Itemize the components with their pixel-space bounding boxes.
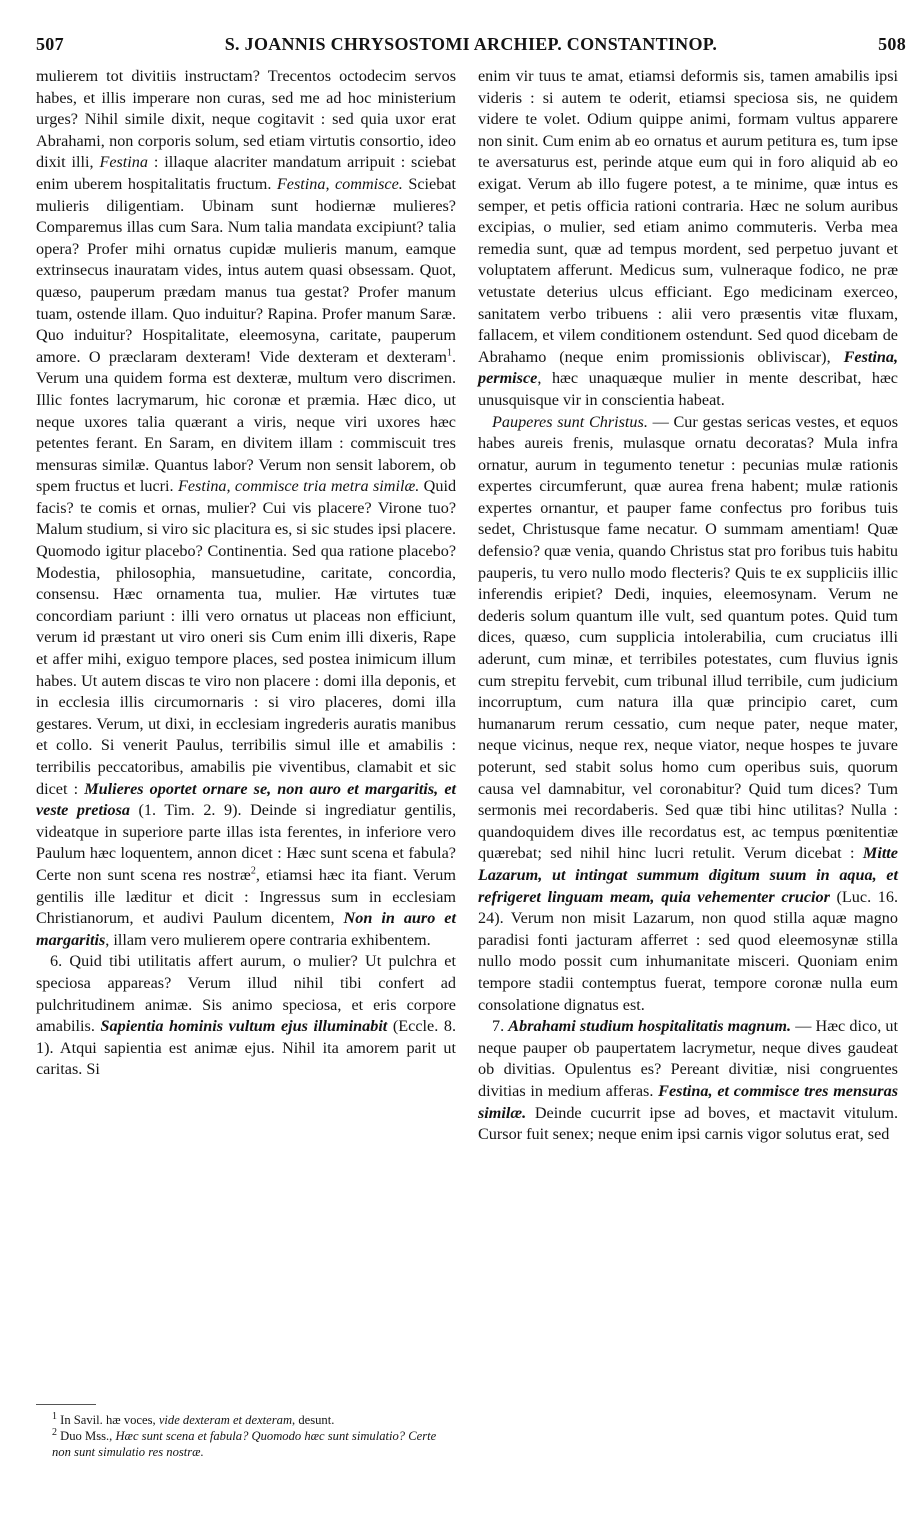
paragraph-continued (36, 66, 456, 951)
footnote-marker: 1 (52, 1410, 57, 1422)
text-run: Quid facis? te comis et ornas, mulier? Cui vis placere? Virone tuo? Malum studium, si viro sic placitura es, si sic studes ipsi placere. Quomodo igitur placebo? Continentia. Sed qua ratione placebo? Modestia, philosophia, mansuetudine, caritate, concordia, consensu. Hæc ornamenta tua, mulier. Hæ virtutes tuæ concordiam pariunt : illi vero ornatus ut placeas non efficiunt, verum id præstant ut viro oneri sis Cum enim illi dixeris, Rape et affer mihi, exiguo tempore places, sed postea inimicum illum habes. Ut autem discas te viro non placere : domi illa deponis, et in ecclesia illis circumornaris : si viro placeres, domi illa gestares. Verum, ut dixi, in ecclesiam ingrederis auratis manibus et collo. Si venerit Paulus, terribilis simul ille et amabilis : terribilis peccatoribus, amabilis pie viventibus, clamabit et sic dicet : (36, 477, 457, 798)
text-run: Duo Mss., (60, 1429, 113, 1443)
left-column (36, 66, 456, 1081)
text-run: — Cur gestas sericas vestes, et equos habes aureis frenis, mulasque ornatu decoratas? Mula infra ornatur, aurum in tegumento tenetur : pecunias mulæ rationis expertes circumferunt, quæ aurea frena habent; mulæ rationis expertes ornantur, et pauper fame confectus pro foribus tuis sedet, Christusque fame necatur. O summam amentiam! Quæ defensio? quæ venia, quando Christus stat pro foribus tuis habitu pauperis, tu vero nullo modo flecteris? Quis te ex suppliciis illic inferendis eripiet? Dedi, inquies, eleemosynam. Verum ne dederis solum quantum ille vult, sed quantum potes. Quid tum dices, quæso, cum supplicia intolerabilia, cum cruciatus illi aderunt, cum minæ, et terribiles potestates, cum fluvius ignis cum strepitu fervebit, cum tribunal illud terribile, cum judicium incorruptum, cum natura illa quæ principio caret, cum humanarum rerum cessatio, cum neque pater, neque mater, neque vicinus, neque rex, neque viator, neque hospes te juvare poterunt, sed stabit solus homo cum operibus suis, quorum causa vel damnabitur, vel coronabitur? Quid tum dices? Tum sermonis mei recordaberis. Sed quæ tibi hinc utilitas? Nulla : quandoquidem dives ille recordatus est, ac tempus pœnitentiæ quærebat; sed nihil hinc lucri retulit. Verum dicebat : (478, 412, 898, 863)
text-run: : illaque alacriter mandatum arripuit : sciebat enim uberem hospitalitatis fructum. (36, 153, 456, 193)
text-run: , illam vero mulierem opere contraria exhibentem. (105, 930, 431, 949)
text-run: (Eccle. 8. 1). Atqui sapientia est animæ ejus. Nihil ita amorem parit ut caritas. Si (36, 1017, 457, 1079)
footnote-marker: 2 (250, 865, 256, 877)
running-title: S. JOANNIS CHRYSOSTOMI ARCHIEP. CONSTANTINOP. (224, 34, 718, 54)
text-run: mulierem tot divitiis instructam? Trecentos octodecim servos habes, et illis imperare non curas, sed me ad hoc ministerium urges? Nihil simile dixit, neque cogitavit : sed quia uxor erat Abrahami, non corporis solum, sed etiam virtutis consortio, ideo dixit illi, (36, 67, 456, 172)
text-run: , hæc unaquæque mulier in mente describat, hæc unusquisque vir in conscientia habeat. (478, 369, 898, 409)
paragraph-pauperes (478, 412, 898, 1017)
italic-run: vide dexteram et dexteram (158, 1413, 293, 1427)
scripture-quote: Mulieres oportet ornare se, non auro et margaritis, et veste pretiosa (36, 779, 457, 820)
text-run: , desunt. (292, 1413, 335, 1427)
section-number: 7. (492, 1017, 505, 1036)
italic-run: Festina, commisce tria metra similæ. (177, 477, 420, 496)
section-heading: Pauperes sunt Christus. (492, 412, 648, 431)
footnotes (52, 1412, 457, 1460)
text-run: Deinde cucurrit ipse ad boves, et mactavit vitulum. Cursor fuit senex; neque enim ipsi carnis vigor solutus erat, sed (478, 1103, 899, 1144)
footnote-1 (52, 1412, 457, 1428)
text-run: (Luc. 16. 24). Verum non misit Lazarum, non quod stilla aquæ magno paradisi fonti jacturam afferret : sed quod eleemosynæ stilla nullo modo possit cum inhumanitate misceri. Quoniam enim tempore stadii contemptus fuerat, tempore coronæ nulla eum consolatione dignatus est. (478, 887, 898, 1014)
text-run: Sciebat mulieris diligentiam. Ubinam sunt hodiernæ mulieres? Comparemus illas cum Sara. Num talia mandata excipiunt? talia opera? Profer mihi ornatus cupidæ mulieris manum, eamque extrinsecus inauratam vides, intus autem quasi obsessam. Quot, quæso, pauperum prædam manus tua gestat? Profer manum tuam, ostende illam. Quo induitur? Rapina. Profer manum Saræ. Quo induitur? Hospitalitate, eleemosyna, caritate, pauperum amore. O præclaram dexteram! Vide dexteram et dexteram (36, 174, 457, 366)
text-run: 6. Quid tibi utilitatis affert aurum, o mulier? Ut pulchra et speciosa appareas? Verum illud nihil tibi confert ad pulchritudinem animæ. Sis animo speciosa, et eris corpore amabilis. (36, 952, 456, 1036)
italic-run: Hæc sunt scena et fabula? Quomodo hæc sunt simulatio? Certe non sunt simulatio res nostræ. (52, 1429, 437, 1459)
footnote-marker: 1 (446, 347, 452, 359)
right-column (478, 66, 898, 1146)
text-run: (1. Tim. 2. 9). Deinde si ingrediatur gentilis, videatque in superiore parte illas ista ferentes, in inferiore vero Paulum hæc loquentem, annon dicet : Hæc sunt scena et fabula? Certe non sunt scena res nostræ (36, 801, 457, 884)
text-run: , etiamsi hæc ita fiant. Verum gentilis ille læditur et dicit : Ingressus sum in ecclesiam Christianorum, et audivi Paulum dicentem, (36, 865, 456, 928)
italic-run: Festina (99, 153, 148, 172)
paragraph-6 (36, 951, 456, 1081)
text-run: — Hæc dico, ut neque pauper ob paupertatem lacrymetur, neque dives gaudeat ob divitias. Opulentus es? Pereant divitiæ, nisi congruentes divitias in medium afferas. (478, 1017, 899, 1100)
italic-run: Festina, permisce (478, 347, 899, 388)
scripture-quote: Festina, et commisce tres mensuras similæ. (478, 1081, 898, 1122)
running-head (36, 34, 906, 58)
section-heading: Abrahami studium hospitalitatis magnum. (508, 1017, 792, 1036)
page-number-right: 508 (878, 34, 906, 54)
footnote-rule (36, 1404, 96, 1405)
scripture-quote: Sapientia hominis vultum ejus illuminabit (100, 1017, 388, 1036)
text-run: . Verum una quidem forma est dexteræ, multum vero discrimen. Illic fontes lacrymarum, hic coronæ et præmia. Hæc dico, ut neque uxores talia quærant a viris, neque viri uxores hæc petentes ferant. En Saram, en divitem illam : commiscuit tres mensuras similæ. Quantus labor? Verum non sensit laborem, ob spem fructus et lucri. (36, 347, 456, 496)
scripture-quote: Non in auro et margaritis (36, 909, 456, 949)
page-number-left: 507 (36, 34, 64, 54)
footnote-2 (52, 1428, 457, 1460)
paragraph-7 (478, 1016, 898, 1146)
scripture-quote: Mitte Lazarum, ut intingat summum digitum suum in aqua, et refrigeret linguam meam, quia vehementer crucior (478, 844, 898, 906)
text-run: In Savil. hæ voces, (60, 1413, 156, 1427)
text-run: enim vir tuus te amat, etiamsi deformis sis, tamen amabilis ipsi videris : si autem te oderit, etiamsi speciosa sis, ne quidem videre te volet. Odium quippe animi, formam vultus apparere non sinit. Cum enim ab eo ornatus et aurum petitura es, tum ipse te aversaturus est, perinde atque eum qui in foro aliquid ab eo exigat. Verum ab illo fugere potest, a te minime, quæ intus es semper, et petis officia rationi contraria. Hæc ne solum auribus excipias, o mulier, sed etiam animo commuteris. Verba mea remedia sunt, quæ ad tempus mordent, sed perpetuo juvant et voluptatem afferunt. Medicus sum, vulneraque fodico, ne præ vetustate deterius ulcus efficiant. Ego medicinam exerceo, sanitatem verbo tribuens : alii vero præsentis vitæ fluxam, fallacem, et vilem conditionem ostendunt. Sed quod dicebam de Abrahamo (neque enim promissionis obliviscar), (478, 67, 898, 366)
paragraph-continued-right (478, 66, 898, 412)
footnote-marker: 2 (52, 1426, 57, 1438)
italic-run: Festina, commisce. (276, 174, 403, 193)
